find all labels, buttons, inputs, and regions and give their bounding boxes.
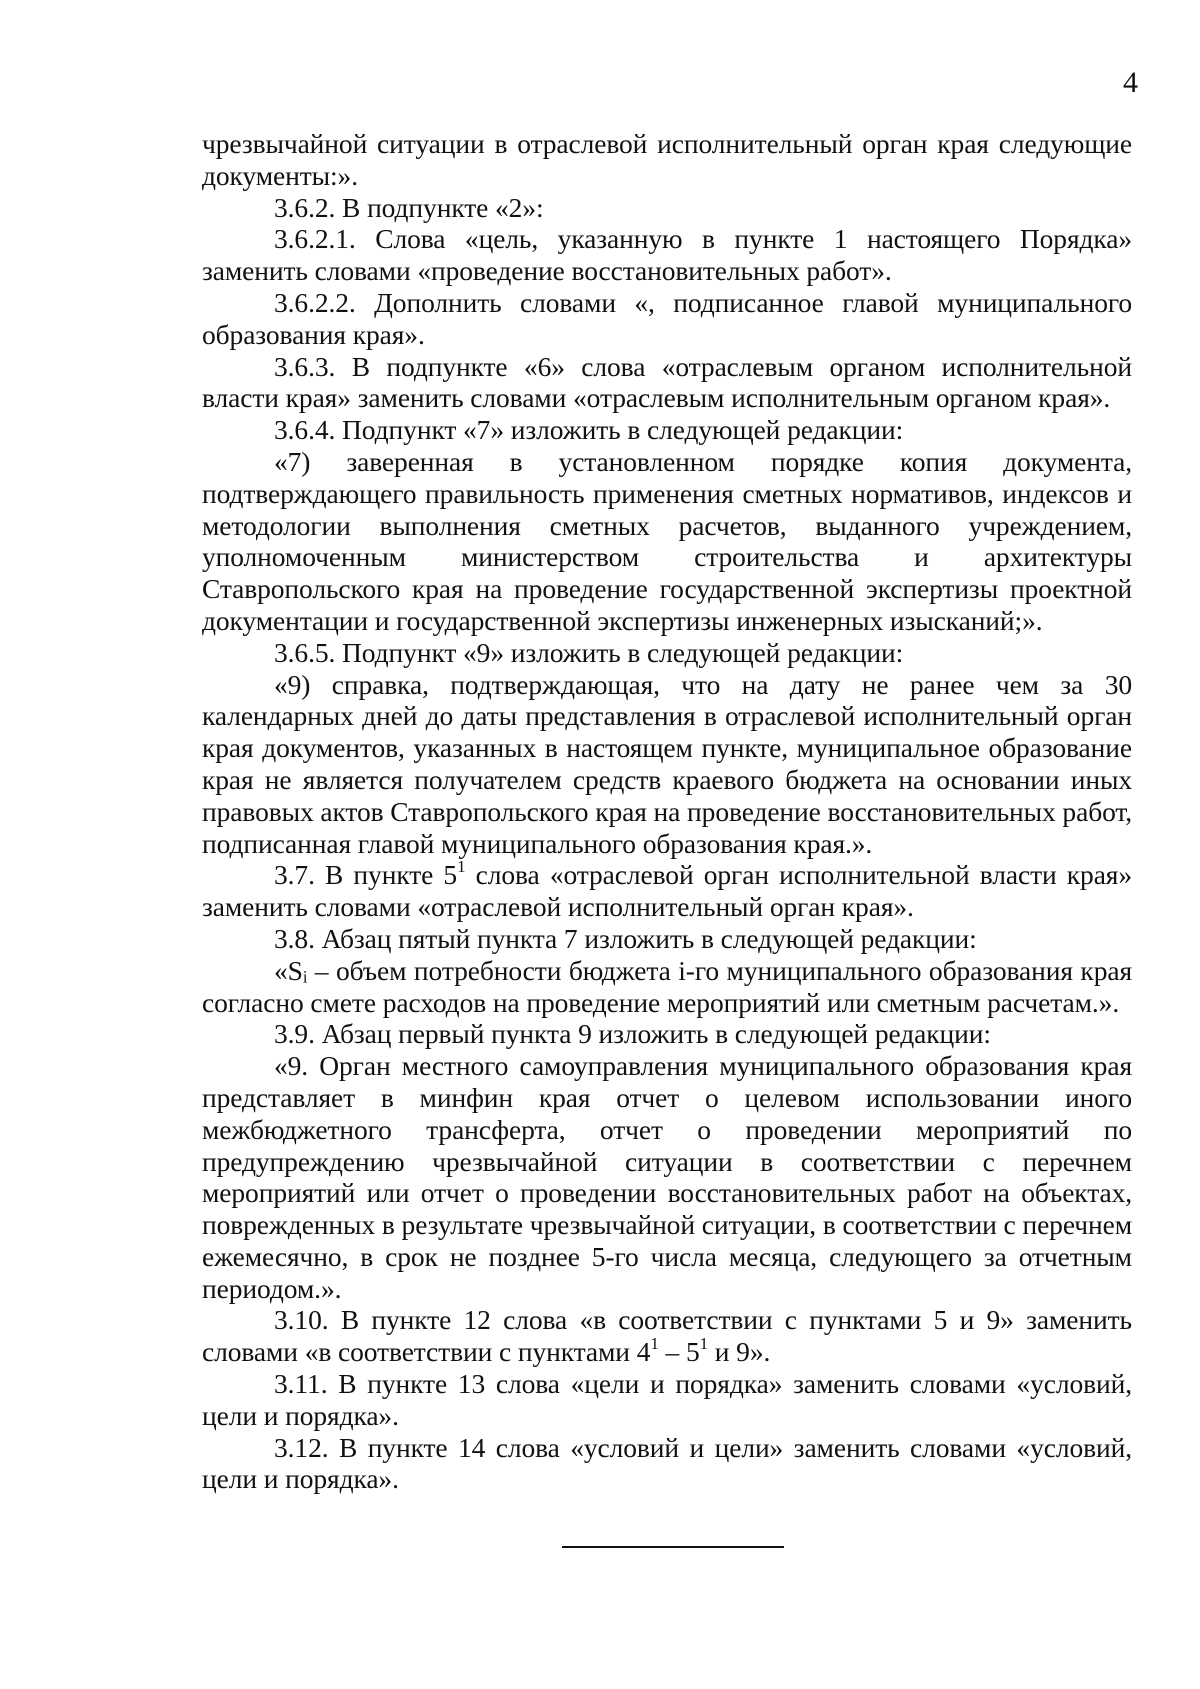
page-number: 4 xyxy=(1123,66,1138,99)
paragraph-3-6-2: 3.6.2. В подпункте «2»: xyxy=(274,191,544,223)
paragraph-subitem-7: «7) заверенная в установленном порядке копия документа, подтверждающего правильность применения сметных нормативов, индексов и методологии выполнения сметных расчетов, выданного учреждением, уполномоченным министерством строительства и архитектуры Ставропольского края на проведение государственной экспертизы проектной документации и государственной экспертизы инженерных изысканий;». xyxy=(202,445,1132,636)
paragraph-formula-si: «Sᵢ – объем потребности бюджета i-го муниципального образования края согласно смете расходов на проведение мероприятий или сметным расчетам.». xyxy=(202,954,1132,1018)
paragraph-3-6-2-1: 3.6.2.1. Слова «цель, указанную в пункте 1 настоящего Порядка» заменить словами «проведение восстановительных работ». xyxy=(202,223,1132,287)
paragraph-3-6-3: 3.6.3. В подпункте «6» слова «отраслевым органом исполнительной власти края» заменить словами «отраслевым исполнительным органом края». xyxy=(202,350,1132,414)
paragraph-3-6-4: 3.6.4. Подпункт «7» изложить в следующей редакции: xyxy=(274,414,904,446)
paragraph-continuation: чрезвычайной ситуации в отраслевой исполнительный орган края следующие документы:». xyxy=(202,128,1132,191)
paragraph-3-6-2-2: 3.6.2.2. Дополнить словами «, подписанное главой муниципального образования края». xyxy=(202,286,1132,350)
paragraph-3-12: 3.12. В пункте 14 слова «условий и цели» заменить словами «условий, цели и порядка». xyxy=(202,1431,1132,1495)
paragraph-3-11: 3.11. В пункте 13 слова «цели и порядка» заменить словами «условий, цели и порядка». xyxy=(202,1368,1132,1431)
paragraph-item-9: «9. Орган местного самоуправления муниципального образования края представляет в минфин края отчет о целевом использовании иного межбюджетного трансферта, отчет о проведении мероприятий по предупреждению чрезвычайной ситуации в соответствии с перечнем мероприятий или отчет о проведении восстановительных работ на объектах, поврежденных в результате чрезвычайной ситуации, в соответствии с перечнем ежемесячно, в срок не позднее 5-го числа месяца, следующего за отчетным периодом.». xyxy=(202,1050,1132,1304)
paragraph-3-10-superscript-1: 1 xyxy=(650,1334,659,1354)
paragraph-3-7-text-after: слова «отраслевой орган исполнительной власти края» заменить словами «отраслевой исполнительный орган края». xyxy=(202,859,1132,923)
paragraph-3-10-text-before: 3.10. В пункте 12 слова «в соответствии с пунктами 5 и 9» заменить словами «в соответствии с пунктами 4 xyxy=(202,1304,1132,1368)
paragraph-3-10-text-middle: – 5 xyxy=(658,1336,700,1368)
paragraph-3-7-superscript: 1 xyxy=(457,857,466,877)
paragraph-3-10-superscript-2: 1 xyxy=(699,1334,709,1354)
closing-rule xyxy=(562,1546,784,1548)
paragraph-3-9: 3.9. Абзац первый пункта 9 изложить в следующей редакции: xyxy=(274,1018,991,1050)
paragraph-3-8: 3.8. Абзац пятый пункта 7 изложить в следующей редакции: xyxy=(274,922,977,954)
paragraph-3-6-5: 3.6.5. Подпункт «9» изложить в следующей редакции: xyxy=(274,636,904,668)
paragraph-3-10-text-after: и 9». xyxy=(708,1336,771,1368)
paragraph-subitem-9: «9) справка, подтверждающая, что на дату не ранее чем за 30 календарных дней до даты представления в отраслевой исполнительный орган края документов, указанных в настоящем пункте, муниципальное образование края не является получателем средств краевого бюджета на основании иных правовых актов Ставропольского края на проведение восстановительных работ, подписанная главой муниципального образования края.». xyxy=(202,668,1132,859)
paragraph-3-7-text-before: 3.7. В пункте 5 xyxy=(274,859,458,891)
paragraph-3-10 xyxy=(202,1304,1132,1368)
document-body xyxy=(202,128,1132,1495)
paragraph-3-7 xyxy=(202,859,1132,923)
